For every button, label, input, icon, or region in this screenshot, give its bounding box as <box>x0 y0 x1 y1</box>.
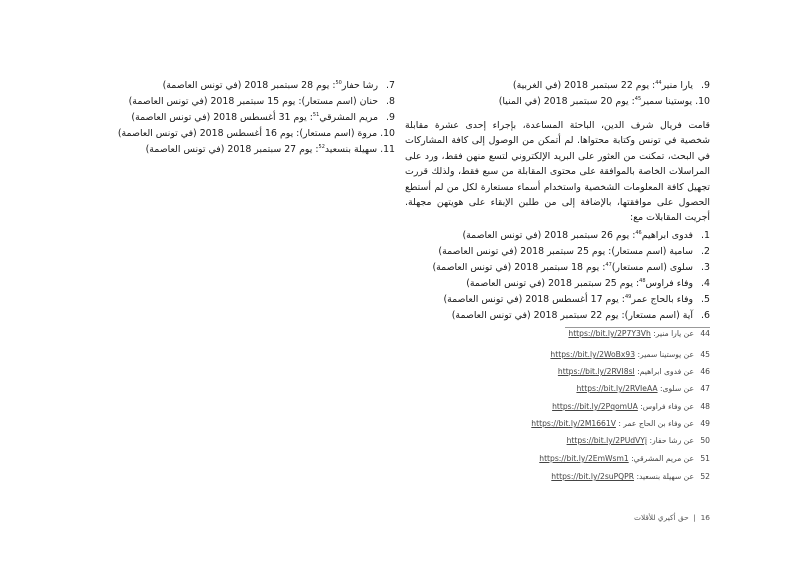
footnote-link[interactable]: https://bit.ly/2EmWsm1 <box>539 454 629 463</box>
footnote: 47عن سلوى: https://bit.ly/2RVIeAA <box>576 384 710 393</box>
methodology-paragraph: قامت فريال شرف الدين، الباحثة المساعدة، بإجراء إحدى عشرة مقابلة شخصية في تونس وكتابة محتواها. لم أتمكن من الوصول إلى كافة المشاركات في البحث، تمكنت من العثور على البريد الإلكتروني لتسع منهن فقط، ورد على المراسلات الخاصة بالموافقة على محتوى المقابلة من سبع فقط، ولذلك قررت تجهيل كافة المعلومات الشخصية واستخدام أسماء مستعارة لكل من لم أستطع الحصول على موافقتها، بالإضافة إلى من طلبن الإبقاء على هويتهن مجهلة. أجريت المقابلات مع: <box>405 120 710 224</box>
footnote: 52عن سهيلة بنسعيد: https://bit.ly/2suPQPR <box>551 472 710 481</box>
footnote-divider <box>565 327 710 328</box>
list-item: 6. آية (اسم مستعار): يوم 22 سبتمبر 2018 (في تونس العاصمة) <box>451 309 710 321</box>
footnote-link[interactable]: https://bit.ly/2WoBx93 <box>550 350 636 359</box>
footnote-link[interactable]: https://bit.ly/2RVI8sI <box>557 367 635 376</box>
list-item: 8. حنان (اسم مستعار): يوم 15 سبتمبر 2018 (في تونس العاصمة) <box>128 96 395 107</box>
footnote: 44عن يارا منير: https://bit.ly/2P7Y3Vh <box>568 329 710 338</box>
footnote: 45عن يوستينا سمير: https://bit.ly/2WoBx93 <box>550 350 710 359</box>
list-item: 7. رشا حفار$^{50}$: يوم 28 سبتمبر 2018 (في تونس العاصمة) <box>162 79 395 91</box>
footnote: 46عن فدوى ابراهيم: https://bit.ly/2RVI8sI <box>557 367 710 376</box>
list-item: 2. سامية (اسم مستعار): يوم 25 سبتمبر 2018 (في تونس العاصمة) <box>438 245 710 257</box>
list-item: 9. يارا منير$^{44}$: يوم 22 سبتمبر 2018 (في الغربية) <box>512 79 710 91</box>
footnote: 48عن وفاء فراوس: https://bit.ly/2PqomUA <box>552 402 710 411</box>
publication-title: حق أكيري للأقلات <box>634 513 689 522</box>
footnote-link[interactable]: https://bit.ly/2suPQPR <box>551 472 635 481</box>
footer-separator: | <box>693 513 696 522</box>
list-item: 5. وفاء بالحاج عمر$^{49}$: يوم 17 أغسطس 2018 (في تونس العاصمة) <box>443 293 710 305</box>
page-footer <box>634 513 710 522</box>
list-item: 1. فدوى ابراهيم$^{46}$: يوم 26 سبتمبر 2018 (في تونس العاصمة) <box>462 229 710 241</box>
interview-list-top <box>405 78 710 110</box>
list-item: 4. وفاء فراوس$^{48}$: يوم 25 سبتمبر 2018 (في تونس العاصمة) <box>466 277 710 289</box>
footnote: 49عن وفاء بن الحاج عمر : https://bit.ly/2M1661V <box>531 419 710 428</box>
footnote-link[interactable]: https://bit.ly/2PUdVYj <box>566 436 648 445</box>
list-item: 9. مريم المشرقي$^{51}$: يوم 31 أغسطس 2018 (في تونس العاصمة) <box>131 111 395 123</box>
list-item: 3. سلوى (اسم مستعار)$^{47}$: يوم 18 سبتمبر 2018 (في تونس العاصمة) <box>432 261 710 273</box>
list-item: 10. يوستينا سمير$^{45}$: يوم 20 سبتمبر 2018 (في المنيا) <box>498 95 710 107</box>
left-column <box>117 78 395 158</box>
footnote-link[interactable]: https://bit.ly/2M1661V <box>531 419 616 428</box>
page-number: 16 <box>700 513 710 522</box>
list-item: 10. مروة (اسم مستعار): يوم 16 أغسطس 2018 (في تونس العاصمة) <box>117 128 395 139</box>
right-column <box>405 78 710 324</box>
footnote-link[interactable]: https://bit.ly/2RVIeAA <box>576 384 658 393</box>
list-item: 11. سهيلة بنسعيد$^{52}$: يوم 27 سبتمبر 2018 (في تونس العاصمة) <box>145 143 395 155</box>
footnote-link[interactable]: https://bit.ly/2P7Y3Vh <box>568 329 651 338</box>
interview-list-bottom <box>405 228 710 324</box>
footnote-link[interactable]: https://bit.ly/2PqomUA <box>552 402 638 411</box>
footnote: 50عن رشا حفار: https://bit.ly/2PUdVYj <box>566 436 710 445</box>
footnote: 51عن مريم المشرقي: https://bit.ly/2EmWsm1 <box>539 454 710 463</box>
interview-list-continued <box>117 78 395 158</box>
